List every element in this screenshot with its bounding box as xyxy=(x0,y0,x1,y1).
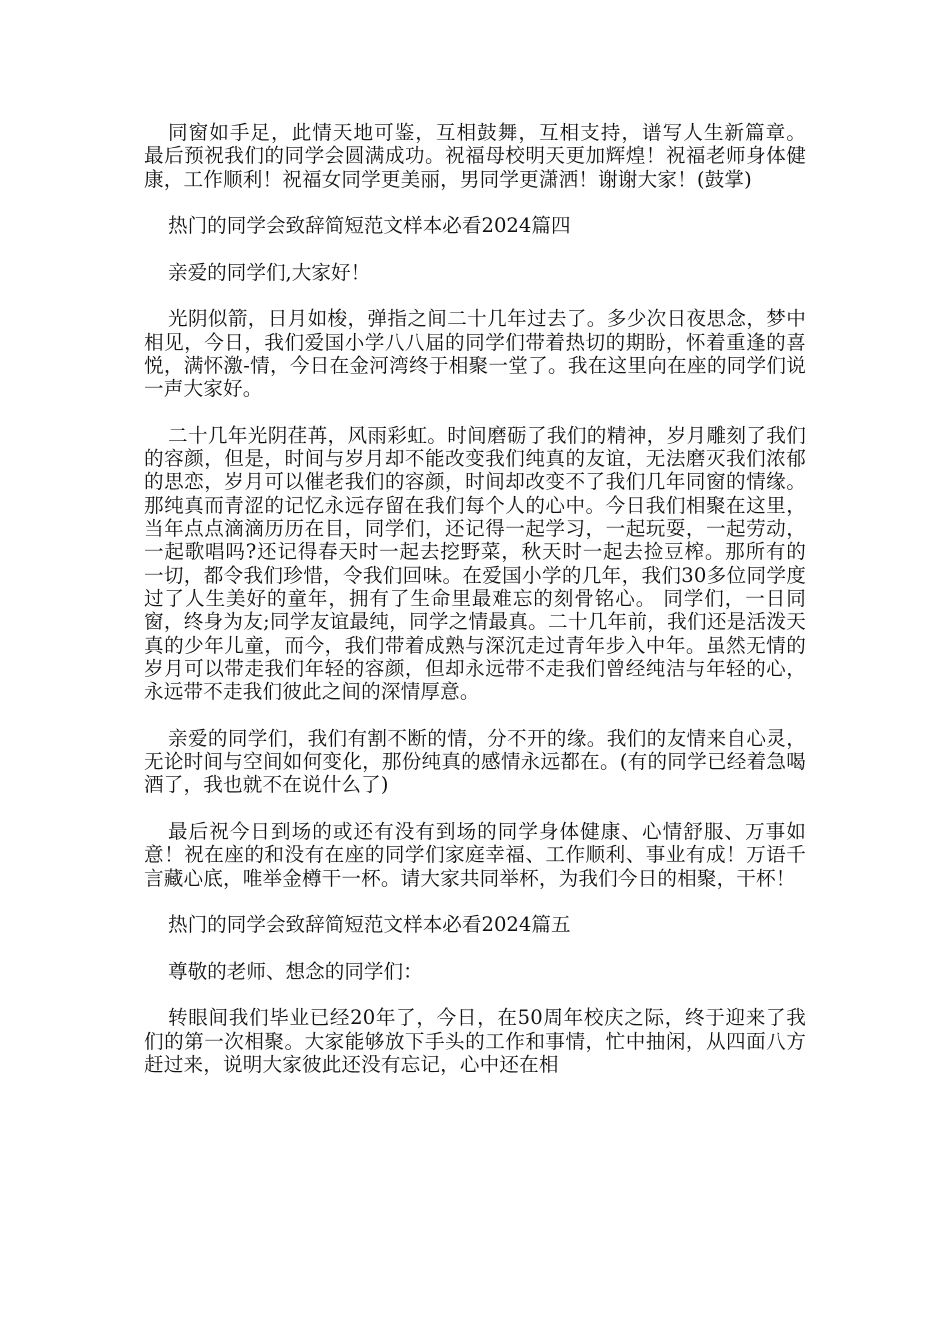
greeting-teachers-classmates: 尊敬的老师、想念的同学们： xyxy=(168,959,423,983)
paragraph-time-flies: 光阴似箭，日月如梭，弹指之间二十几年过去了。多少次日夜思念，梦中相见，今日，我们爱国小学八八届的同学们带着热切的期盼，怀着重逢的喜悦，满怀激-情，今日在金河湾终于相聚一堂了。我在这里向在座的同学们说一声大家好。 xyxy=(144,307,806,401)
paragraph-twenty-years-graduation: 转眼间我们毕业已经20年了，今日，在50周年校庆之际，终于迎来了我们的第一次相聚。大家能够放下手头的工作和事情，忙中抽闲，从四面八方赶过来，说明大家彼此还没有忘记，心中还在相 xyxy=(144,1006,806,1076)
paragraph-twenty-years: 二十几年光阴荏苒，风雨彩虹。时间磨砺了我们的精神，岁月雕刻了我们的容颜，但是，时间与岁月却不能改变我们纯真的友谊，无法磨灭我们浓郁的思恋，岁月可以催老我们的容颜，时间却改变不了我们几年同窗的情缘。那纯真而青涩的记忆永远存留在我们每个人的心中。今日我们相聚在这里，当年点点滴滴历历在目，同学们，还记得一起学习，一起玩耍，一起劳动，一起歌唱吗?还记得春天时一起去挖野菜，秋天时一起去捡豆榨。那所有的一切，都令我们珍惜，令我们回味。在爱国小学的几年，我们30多位同学度过了人生美好的童年，拥有了生命里最难忘的刻骨铭心。 同学们，一日同窗，终身为友;同学友谊最纯，同学之情最真。二十几年前，我们还是活泼天真的少年儿童，而今，我们带着成熟与深沉走过青年步入中年。虽然无情的岁月可以带走我们年轻的容颜，但却永远带不走我们曾经纯洁与年轻的心，永远带不走我们彼此之间的深情厚意。 xyxy=(144,423,806,704)
greeting-dear-classmates: 亲爱的同学们,大家好！ xyxy=(168,260,371,284)
document-page xyxy=(144,121,806,1099)
section-title-part-five: 热门的同学会致辞简短范文样本必看2024篇五 xyxy=(168,913,571,937)
paragraph-toast: 最后祝今日到场的或还有没有到场的同学身体健康、心情舒服、万事如意！祝在座的和没有在座的同学们家庭幸福、工作顺利、事业有成！万语千言藏心底，唯举金樽干一杯。请大家共同举杯，为我们今日的相聚，干杯！ xyxy=(144,819,806,890)
section-title-part-four: 热门的同学会致辞简短范文样本必看2024篇四 xyxy=(168,214,571,238)
paragraph-friendship: 亲爱的同学们，我们有割不断的情，分不开的缘。我们的友情来自心灵，无论时间与空间如何变化，那份纯真的感情永远都在。(有的同学已经着急喝酒了，我也就不在说什么了) xyxy=(144,726,806,797)
paragraph-closing-wishes: 同窗如手足，此情天地可鉴，互相鼓舞，互相支持，谱写人生新篇章。 最后预祝我们的同学会圆满成功。祝福母校明天更加辉煌！祝福老师身体健康，工作顺利！祝福女同学更美丽，男同学更潇洒！谢谢大家！(鼓掌) xyxy=(144,121,806,191)
